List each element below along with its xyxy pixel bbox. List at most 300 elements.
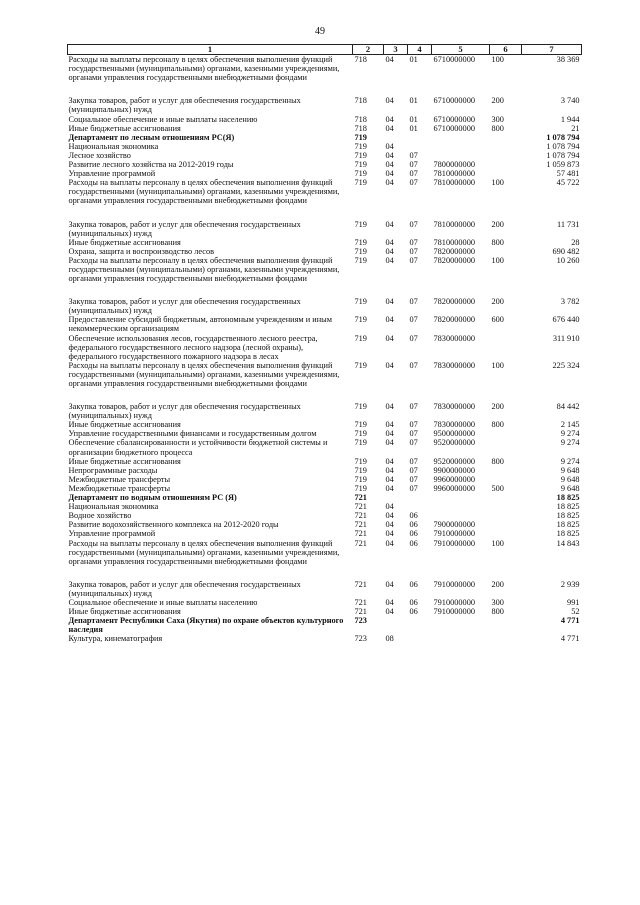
row-description: Социальное обеспечение и иные выплаты населению: [68, 114, 258, 124]
row-amount: 18 825: [556, 529, 580, 539]
row-subsection-code: 06: [409, 607, 418, 617]
row-amount: 1 078 794: [546, 150, 580, 160]
row-subsection-code: [408, 493, 432, 502]
row-amount: 2 145: [560, 420, 580, 430]
row-ministry-code: 719: [354, 237, 367, 247]
table-row: [68, 598, 582, 607]
column-header-6: 6: [490, 45, 522, 55]
row-expense-type: 800: [491, 607, 504, 617]
row-subsection-code: 06: [409, 579, 418, 589]
row-expense-type: 100: [491, 360, 504, 370]
row-target-code: 6710000000: [433, 96, 475, 106]
row-target-code: 9520000000: [433, 438, 475, 448]
row-description: Управление программой: [68, 169, 156, 179]
table-row: [68, 511, 582, 520]
row-target-code: [432, 142, 490, 151]
row-description: Иные бюджетные ассигнования: [68, 420, 181, 430]
row-description: Межбюджетные трансферты: [68, 474, 171, 484]
table-row: [68, 457, 582, 466]
row-target-code: 9900000000: [433, 465, 475, 475]
table-row: [68, 520, 582, 529]
row-amount: 1 078 794: [546, 132, 580, 142]
row-amount: 9 274: [560, 438, 580, 448]
table-row: [68, 247, 582, 256]
row-target-code: [432, 616, 490, 634]
row-ministry-code: 721: [354, 502, 367, 512]
row-ministry-code: 718: [354, 55, 367, 65]
row-target-code: 7810000000: [433, 169, 475, 179]
row-expense-type: [490, 634, 522, 643]
row-target-code: 7910000000: [433, 607, 475, 617]
row-target-code: [432, 493, 490, 502]
row-section-code: 04: [385, 96, 394, 106]
row-expense-type: 500: [491, 483, 504, 493]
row-description: Расходы на выплаты персоналу в целях обеспечения выполнения функций государственными (муниципальными) органами, казенными учреждениями, органами управления государственными внебюджетными фондами: [68, 360, 340, 388]
row-spacer-cell: [68, 388, 582, 402]
row-expense-type: [490, 493, 522, 502]
column-header-4: 4: [408, 45, 432, 55]
row-target-code: 7910000000: [433, 579, 475, 589]
table-row: [68, 438, 582, 456]
row-amount: 690 482: [552, 246, 580, 256]
row-expense-type: 800: [491, 123, 504, 133]
row-section-code: 04: [385, 502, 394, 512]
row-amount: 10 260: [556, 255, 580, 265]
row-description: Развитие водохозяйственного комплекса на 2012-2020 годы: [68, 520, 279, 530]
row-section-code: 04: [385, 150, 394, 160]
row-amount: 18 825: [556, 520, 580, 530]
row-subsection-code: 07: [409, 178, 418, 188]
row-spacer-cell: [68, 566, 582, 580]
row-expense-type: [490, 502, 522, 511]
row-section-code: 04: [385, 297, 394, 307]
row-expense-type: [490, 429, 522, 438]
row-subsection-code: 06: [409, 511, 418, 521]
row-expense-type: 300: [491, 114, 504, 124]
row-section-code: 04: [385, 360, 394, 370]
row-expense-type: [490, 438, 522, 456]
row-expense-type: 200: [491, 96, 504, 106]
row-subsection-code: 06: [409, 529, 418, 539]
row-description: Закупка товаров, работ и услуг для обеспечения государственных (муниципальных) нужд: [68, 297, 301, 316]
row-expense-type: 300: [491, 597, 504, 607]
row-description: Иные бюджетные ассигнования: [68, 607, 181, 617]
row-subsection-code: 07: [409, 315, 418, 325]
row-section-code: 04: [385, 420, 394, 430]
row-description: Расходы на выплаты персоналу в целях обеспечения выполнения функций государственными (муниципальными) органами, казенными учреждениями, органами управления государственными внебюджетными фондами: [68, 255, 340, 284]
row-ministry-code: 719: [354, 246, 367, 256]
row-ministry-code: 721: [354, 520, 367, 530]
row-ministry-code: 719: [354, 429, 367, 439]
column-header-5: 5: [432, 45, 490, 55]
row-spacer-cell: [68, 206, 582, 220]
row-subsection-code: [408, 502, 432, 511]
table-row: [68, 580, 582, 598]
row-ministry-code: 719: [354, 178, 367, 188]
row-description: Департамент по лесным отношениям РС(Я): [68, 132, 235, 142]
row-subsection-code: [408, 634, 432, 643]
row-subsection-code: 07: [409, 438, 418, 448]
row-subsection-code: 07: [409, 169, 418, 179]
table-row: [68, 256, 582, 283]
table-row: [68, 55, 582, 83]
row-expense-type: 200: [491, 402, 504, 412]
row-description: Национальная экономика: [68, 141, 159, 151]
row-target-code: 7830000000: [433, 360, 475, 370]
table-row: [68, 178, 582, 205]
row-target-code: 9960000000: [433, 474, 475, 484]
row-description: Закупка товаров, работ и услуг для обеспечения государственных (муниципальных) нужд: [68, 96, 301, 115]
row-description: Закупка товаров, работ и услуг для обеспечения государственных (муниципальных) нужд: [68, 219, 301, 238]
row-ministry-code: 719: [354, 297, 367, 307]
row-description: Межбюджетные трансферты: [68, 483, 171, 493]
row-expense-type: [490, 529, 522, 538]
row-ministry-code: 721: [354, 511, 367, 521]
row-amount: 3 740: [560, 96, 580, 106]
table-header: [68, 45, 582, 55]
row-ministry-code: 723: [354, 634, 367, 644]
row-ministry-code: 719: [354, 150, 367, 160]
table-row: [68, 466, 582, 475]
row-section-code: 04: [385, 483, 394, 493]
row-expense-type: 100: [491, 255, 504, 265]
row-expense-type: [490, 247, 522, 256]
row-target-code: 6710000000: [433, 55, 475, 65]
row-expense-type: [490, 151, 522, 160]
row-expense-type: [490, 511, 522, 520]
row-target-code: 9500000000: [433, 429, 475, 439]
row-section-code: [384, 133, 408, 142]
row-amount: 57 481: [556, 169, 580, 179]
row-description: Социальное обеспечение и иные выплаты населению: [68, 597, 258, 607]
row-section-code: 04: [385, 169, 394, 179]
row-subsection-code: 07: [409, 160, 418, 170]
table-row: [68, 475, 582, 484]
row-subsection-code: 07: [409, 219, 418, 229]
row-target-code: 9960000000: [433, 483, 475, 493]
row-target-code: 6710000000: [433, 123, 475, 133]
row-spacer-cell: [68, 82, 582, 96]
row-section-code: 04: [385, 579, 394, 589]
row-expense-type: 100: [491, 55, 504, 65]
row-target-code: 7910000000: [433, 529, 475, 539]
row-ministry-code: 719: [354, 474, 367, 484]
row-section-code: 04: [385, 55, 394, 65]
column-header-1: 1: [68, 45, 353, 55]
row-ministry-code: 719: [354, 219, 367, 229]
row-section-code: 04: [385, 114, 394, 124]
row-ministry-code: 719: [354, 141, 367, 151]
row-section-code: [384, 493, 408, 502]
row-section-code: 04: [385, 607, 394, 617]
table-row: [68, 160, 582, 169]
row-section-code: 04: [385, 465, 394, 475]
row-ministry-code: 718: [354, 123, 367, 133]
row-section-code: 04: [385, 438, 394, 448]
row-description: Обеспечение сбалансированности и устойчивости бюджетной системы и организации бюджетного процесса: [68, 438, 328, 457]
row-amount: 38 369: [556, 55, 580, 65]
row-expense-type: 200: [491, 579, 504, 589]
row-amount: 18 825: [556, 493, 580, 503]
row-spacer: [68, 388, 582, 402]
row-target-code: 7810000000: [433, 237, 475, 247]
row-description: Иные бюджетные ассигнования: [68, 456, 181, 466]
row-target-code: 7830000000: [433, 402, 475, 412]
row-section-code: 04: [385, 402, 394, 412]
row-description: Закупка товаров, работ и услуг для обеспечения государственных (муниципальных) нужд: [68, 402, 301, 421]
row-description: Национальная экономика: [68, 502, 159, 512]
row-amount: 9 274: [560, 456, 580, 466]
table-row: [68, 315, 582, 333]
row-subsection-code: 07: [409, 429, 418, 439]
row-ministry-code: 719: [354, 456, 367, 466]
row-target-code: 7820000000: [433, 297, 475, 307]
row-section-code: 04: [385, 315, 394, 325]
row-amount: 991: [567, 597, 580, 607]
row-amount: 9 274: [560, 429, 580, 439]
row-ministry-code: 718: [354, 114, 367, 124]
row-ministry-code: 723: [354, 616, 367, 626]
row-expense-type: [490, 466, 522, 475]
row-amount: 311 910: [552, 333, 580, 343]
row-amount: 1 944: [560, 114, 580, 124]
row-ministry-code: 719: [354, 132, 367, 142]
row-expense-type: [490, 616, 522, 634]
row-section-code: 04: [385, 237, 394, 247]
row-expense-type: 100: [491, 178, 504, 188]
table-row: [68, 142, 582, 151]
row-amount: 11 731: [556, 219, 580, 229]
table-row: [68, 502, 582, 511]
table-body: [68, 55, 582, 644]
row-expense-type: 800: [491, 456, 504, 466]
row-amount: 21: [571, 123, 580, 133]
row-subsection-code: 07: [409, 333, 418, 343]
row-ministry-code: 721: [354, 597, 367, 607]
row-description: Расходы на выплаты персоналу в целях обеспечения выполнения функций государственными (муниципальными) органами, казенными учреждениями, органами управления государственными внебюджетными фондами: [68, 538, 340, 566]
row-description: Иные бюджетные ассигнования: [68, 123, 181, 133]
row-subsection-code: 07: [409, 456, 418, 466]
row-description: Департамент Республики Саха (Якутия) по охране объектов культурного наследия: [68, 616, 344, 635]
row-description: Охрана, защита и воспроизводство лесов: [68, 246, 215, 256]
row-ministry-code: 719: [354, 420, 367, 430]
row-section-code: 04: [385, 178, 394, 188]
row-spacer: [68, 566, 582, 580]
row-target-code: [432, 634, 490, 643]
row-subsection-code: [408, 616, 432, 634]
row-amount: 676 440: [552, 315, 580, 325]
row-description: Культура, кинематография: [68, 634, 163, 644]
table-row: [68, 484, 582, 493]
row-subsection-code: 01: [409, 55, 418, 65]
row-target-code: 7830000000: [433, 420, 475, 430]
row-amount: 14 843: [556, 538, 580, 548]
row-subsection-code: 01: [409, 114, 418, 124]
row-subsection-code: 06: [409, 520, 418, 530]
row-subsection-code: 07: [409, 150, 418, 160]
row-description: Лесное хозяйство: [68, 150, 131, 160]
row-amount: 2 939: [560, 579, 580, 589]
table-row: [68, 220, 582, 238]
table-row: [68, 124, 582, 133]
row-target-code: [432, 502, 490, 511]
row-expense-type: 200: [491, 297, 504, 307]
row-subsection-code: 07: [409, 420, 418, 430]
row-ministry-code: 721: [354, 538, 367, 548]
row-section-code: 04: [385, 520, 394, 530]
row-section-code: 04: [385, 333, 394, 343]
row-target-code: 7820000000: [433, 246, 475, 256]
row-amount: 84 442: [556, 402, 580, 412]
row-target-code: 7910000000: [433, 538, 475, 548]
row-spacer-cell: [68, 283, 582, 297]
row-section-code: 04: [385, 429, 394, 439]
row-section-code: 04: [385, 219, 394, 229]
table-row: [68, 539, 582, 566]
row-ministry-code: 719: [354, 465, 367, 475]
row-section-code: 08: [385, 634, 394, 644]
row-expense-type: [490, 334, 522, 361]
row-description: Управление государственными финансами и государственным долгом: [68, 429, 317, 439]
row-subsection-code: [408, 133, 432, 142]
row-subsection-code: 01: [409, 123, 418, 133]
table-row: [68, 238, 582, 247]
row-section-code: 04: [385, 538, 394, 548]
table-row: [68, 493, 582, 502]
row-target-code: 7910000000: [433, 597, 475, 607]
row-section-code: 04: [385, 474, 394, 484]
row-description: Департамент по водным отношениям РС (Я): [68, 493, 237, 503]
row-target-code: 7800000000: [433, 160, 475, 170]
row-ministry-code: 719: [354, 438, 367, 448]
row-amount: 1 078 794: [546, 141, 580, 151]
row-target-code: 7900000000: [433, 520, 475, 530]
row-subsection-code: 01: [409, 96, 418, 106]
table-row: [68, 616, 582, 634]
row-section-code: 04: [385, 123, 394, 133]
row-ministry-code: 718: [354, 96, 367, 106]
row-section-code: 04: [385, 160, 394, 170]
row-amount: 52: [571, 607, 580, 617]
row-spacer: [68, 283, 582, 297]
row-ministry-code: 719: [354, 255, 367, 265]
row-section-code: 04: [385, 255, 394, 265]
row-description: Водное хозяйство: [68, 511, 132, 521]
row-description: Управление программой: [68, 529, 156, 539]
row-expense-type: [490, 160, 522, 169]
row-amount: 1 059 873: [546, 160, 580, 170]
table-row: [68, 297, 582, 315]
row-amount: 18 825: [556, 511, 580, 521]
row-amount: 9 648: [560, 474, 580, 484]
table-row: [68, 115, 582, 124]
row-subsection-code: 06: [409, 538, 418, 548]
row-ministry-code: 721: [354, 493, 367, 503]
row-ministry-code: 719: [354, 483, 367, 493]
table-row: [68, 429, 582, 438]
row-expense-type: [490, 520, 522, 529]
budget-table: [67, 44, 582, 643]
row-target-code: 6710000000: [433, 114, 475, 124]
row-target-code: [432, 151, 490, 160]
row-section-code: 04: [385, 246, 394, 256]
row-ministry-code: 719: [354, 402, 367, 412]
row-target-code: 7810000000: [433, 219, 475, 229]
row-amount: 28: [571, 237, 580, 247]
row-target-code: 7820000000: [433, 315, 475, 325]
row-section-code: 04: [385, 511, 394, 521]
row-target-code: [432, 133, 490, 142]
row-section-code: 04: [385, 597, 394, 607]
row-spacer: [68, 82, 582, 96]
row-subsection-code: 07: [409, 474, 418, 484]
row-target-code: 9520000000: [433, 456, 475, 466]
row-expense-type: [490, 133, 522, 142]
row-amount: 3 782: [560, 297, 580, 307]
row-description: Непрограммные расходы: [68, 465, 158, 475]
row-subsection-code: 07: [409, 255, 418, 265]
row-subsection-code: 07: [409, 360, 418, 370]
row-amount: 9 648: [560, 465, 580, 475]
table-row: [68, 402, 582, 420]
row-target-code: [432, 511, 490, 520]
row-description: Расходы на выплаты персоналу в целях обеспечения выполнения функций государственными (муниципальными) органами, казенными учреждениями, органами управления государственными внебюджетными фондами: [68, 55, 340, 83]
row-description: Иные бюджетные ассигнования: [68, 237, 181, 247]
row-description: Расходы на выплаты персоналу в целях обеспечения выполнения функций государственными (муниципальными) органами, казенными учреждениями, органами управления государственными внебюджетными фондами: [68, 178, 340, 206]
table-row: [68, 96, 582, 114]
row-target-code: 7820000000: [433, 255, 475, 265]
row-subsection-code: 07: [409, 297, 418, 307]
row-ministry-code: 721: [354, 529, 367, 539]
column-header-3: 3: [384, 45, 408, 55]
row-subsection-code: 07: [409, 402, 418, 412]
row-section-code: 04: [385, 141, 394, 151]
table-row: [68, 151, 582, 160]
row-ministry-code: 719: [354, 333, 367, 343]
row-description: Предоставление субсидий бюджетным, автономным учреждениям и иным некоммерческим организациям: [68, 315, 332, 334]
row-target-code: 7810000000: [433, 178, 475, 188]
page-number: 49: [315, 26, 325, 37]
row-expense-type: 800: [491, 420, 504, 430]
row-amount: 4 771: [560, 634, 580, 644]
row-target-code: 7830000000: [433, 333, 475, 343]
row-ministry-code: 719: [354, 169, 367, 179]
row-amount: 225 324: [552, 360, 580, 370]
row-description: Обеспечение использования лесов, государственного лесного реестра, федерального государственного лесного надзора (лесной охраны), федерального государственного пожарного надзора в лесах: [68, 333, 318, 361]
row-ministry-code: 719: [354, 315, 367, 325]
row-amount: 45 722: [556, 178, 580, 188]
row-section-code: 04: [385, 456, 394, 466]
row-subsection-code: 07: [409, 465, 418, 475]
row-ministry-code: 719: [354, 160, 367, 170]
table-row: [68, 169, 582, 178]
row-ministry-code: 721: [354, 579, 367, 589]
row-expense-type: 600: [491, 315, 504, 325]
row-ministry-code: 719: [354, 360, 367, 370]
row-ministry-code: 721: [354, 607, 367, 617]
table-row: [68, 420, 582, 429]
column-header-2: 2: [353, 45, 384, 55]
table-row: [68, 607, 582, 616]
row-amount: 9 648: [560, 483, 580, 493]
row-expense-type: 800: [491, 237, 504, 247]
table-row: [68, 529, 582, 538]
row-amount: 4 771: [560, 616, 580, 626]
row-subsection-code: 07: [409, 246, 418, 256]
table-row: [68, 334, 582, 361]
row-expense-type: [490, 142, 522, 151]
row-expense-type: 200: [491, 219, 504, 229]
